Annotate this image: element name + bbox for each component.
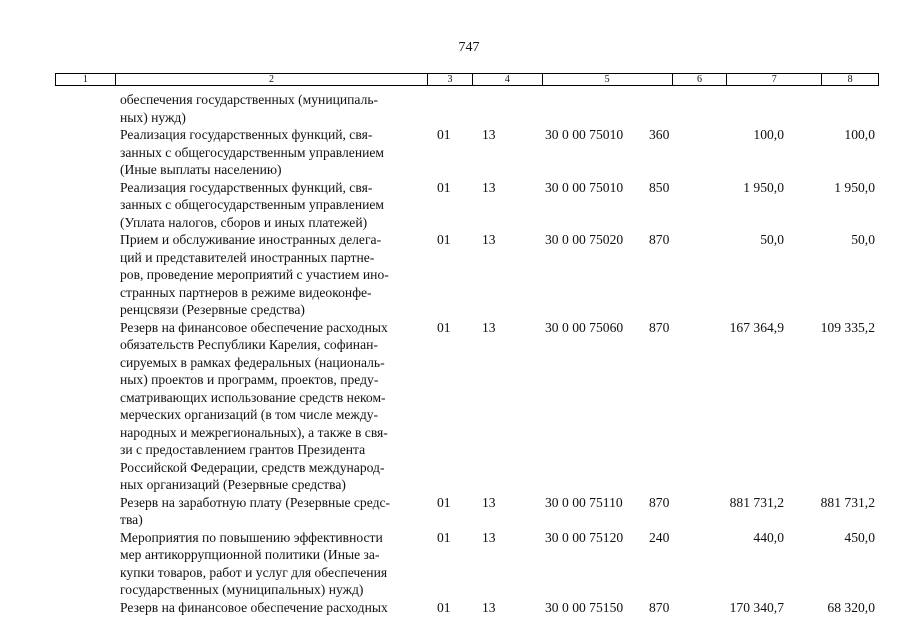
expense-type-code: 870 <box>649 319 670 335</box>
row-description <box>120 494 420 529</box>
section-code: 01 <box>437 494 451 510</box>
subsection-code: 13 <box>482 127 496 142</box>
row-description <box>120 126 420 179</box>
description-line: обеспечения государственных (муниципаль- <box>120 92 379 107</box>
description-line: народных и межрегиональных), а также в свя- <box>120 424 388 440</box>
amount-year-2: 109 335,2 <box>820 319 875 335</box>
header-col-7: 7 <box>727 74 822 85</box>
table-row <box>0 494 905 529</box>
amount-year-2: 68 320,0 <box>827 599 875 615</box>
row-description <box>120 91 420 126</box>
expense-type-code: 360 <box>649 127 670 142</box>
description-line: Мероприятия по повышению эффективности <box>120 529 383 545</box>
table-row <box>0 529 905 599</box>
subsection-code: 13 <box>482 179 496 195</box>
header-col-6: 6 <box>673 74 728 85</box>
expense-type-code: 850 <box>649 179 670 195</box>
description-line: Резерв на финансовое обеспечение расходных <box>120 599 388 615</box>
target-article-code: 30 0 00 75120 <box>545 529 624 545</box>
section-code: 01 <box>437 127 451 142</box>
expense-type-code: 870 <box>649 494 670 510</box>
subsection-code: 13 <box>482 529 496 545</box>
section-code: 01 <box>437 319 451 335</box>
description-line: Реализация государственных функций, свя- <box>120 127 373 142</box>
description-line: купки товаров, работ и услуг для обеспечения <box>120 564 388 580</box>
amount-year-2: 450,0 <box>844 529 875 545</box>
section-code: 01 <box>437 529 451 545</box>
table-row <box>0 231 905 319</box>
header-col-8: 8 <box>847 74 853 85</box>
description-line: занных с общегосударственным управлением <box>120 144 385 160</box>
description-line: тва) <box>120 512 143 527</box>
description-line: ных) проектов и программ, проектов, преду- <box>120 372 379 387</box>
table-body <box>0 91 905 616</box>
amount-year-1: 1 950,0 <box>743 179 784 195</box>
section-code: 01 <box>437 179 451 195</box>
description-line: Резерв на заработную плату (Резервные средс- <box>120 494 391 510</box>
amount-year-1: 881 731,2 <box>729 494 784 510</box>
description-line: (Иные выплаты населению) <box>120 162 282 177</box>
description-line: сируемых в рамках федеральных (националь- <box>120 354 385 370</box>
description-line: сматривающих использование средств неком- <box>120 389 386 405</box>
header-col-1: 1 <box>56 74 116 85</box>
section-code: 01 <box>437 599 451 615</box>
description-line: Резерв на финансовое обеспечение расходных <box>120 319 388 335</box>
description-line: мер антикоррупционной политики (Иные за- <box>120 547 380 562</box>
description-line: (Уплата налогов, сборов и иных платежей) <box>120 214 368 230</box>
target-article-code: 30 0 00 75060 <box>545 319 624 335</box>
subsection-code: 13 <box>482 494 496 510</box>
page-number: 747 <box>458 40 480 55</box>
description-line: зи с предоставлением грантов Президента <box>120 442 366 457</box>
description-line: Реализация государственных функций, свя- <box>120 179 373 195</box>
table-row <box>0 319 905 494</box>
target-article-code: 30 0 00 75010 <box>545 127 624 142</box>
row-description <box>120 179 420 232</box>
section-code: 01 <box>437 232 451 247</box>
amount-year-2: 50,0 <box>851 232 875 247</box>
description-line: странных партнеров в режиме видеоконфе- <box>120 284 372 300</box>
target-article-code: 30 0 00 75010 <box>545 179 624 195</box>
expense-type-code: 240 <box>649 529 670 545</box>
subsection-code: 13 <box>482 232 496 247</box>
row-description <box>120 599 420 617</box>
description-line: государственных (муниципальных) нужд) <box>120 582 364 597</box>
header-col-4: 4 <box>473 74 543 85</box>
table-row <box>0 179 905 232</box>
description-line: Российской Федерации, средств международ- <box>120 459 385 475</box>
table-header <box>55 73 879 86</box>
header-col-3: 3 <box>428 74 473 85</box>
table-row <box>0 599 905 617</box>
header-col-2: 2 <box>116 74 428 85</box>
subsection-code: 13 <box>482 319 496 335</box>
amount-year-2: 881 731,2 <box>820 494 875 510</box>
table-row <box>0 126 905 179</box>
description-line: ренцсвязи (Резервные средства) <box>120 302 305 317</box>
description-line: ций и представителей иностранных партне- <box>120 249 375 265</box>
expense-type-code: 870 <box>649 232 670 247</box>
expense-type-code: 870 <box>649 599 670 615</box>
description-line: мерческих организаций (в том числе между- <box>120 407 379 422</box>
amount-year-1: 170 340,7 <box>729 599 784 615</box>
description-line: ров, проведение мероприятий с участием ино- <box>120 267 389 282</box>
description-line: ных организаций (Резервные средства) <box>120 477 346 492</box>
target-article-code: 30 0 00 75020 <box>545 232 624 247</box>
amount-year-1: 440,0 <box>753 529 784 545</box>
amount-year-1: 100,0 <box>753 127 784 142</box>
description-line: обязательств Республики Карелия, софинан- <box>120 337 378 352</box>
row-description <box>120 231 420 319</box>
description-line: занных с общегосударственным управлением <box>120 197 385 212</box>
amount-year-2: 100,0 <box>844 127 875 142</box>
description-line: ных) нужд) <box>120 109 186 125</box>
row-description <box>120 319 420 494</box>
amount-year-2: 1 950,0 <box>834 179 875 195</box>
amount-year-1: 167 364,9 <box>729 319 784 335</box>
amount-year-1: 50,0 <box>760 232 784 247</box>
target-article-code: 30 0 00 75110 <box>545 494 623 510</box>
subsection-code: 13 <box>482 599 496 615</box>
header-col-5: 5 <box>543 74 673 85</box>
description-line: Прием и обслуживание иностранных делега- <box>120 232 382 247</box>
table-row <box>0 91 905 126</box>
target-article-code: 30 0 00 75150 <box>545 599 624 615</box>
row-description <box>120 529 420 599</box>
